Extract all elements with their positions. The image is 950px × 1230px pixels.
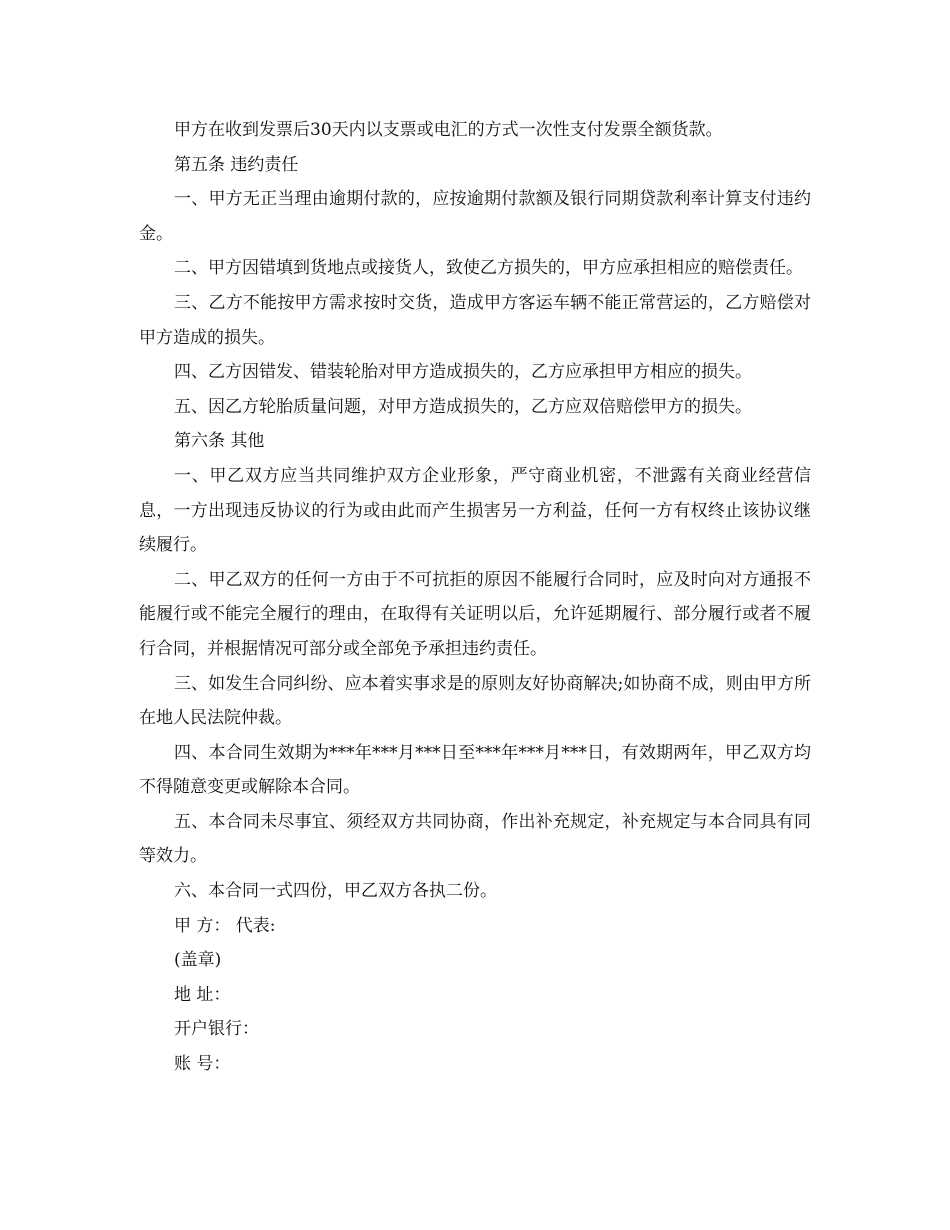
article-5-item-2: 二、甲方因错填到货地点或接货人，致使乙方损失的，甲方应承担相应的赔偿责任。 — [174, 258, 803, 279]
article-6-item-3: 三、如发生合同纠纷、应本着实事求是的原则友好协商解决;如协商不成，则由甲方所在地人民法院仲裁。 — [139, 673, 811, 729]
contract-body — [139, 113, 811, 1082]
signature-block — [139, 909, 811, 1082]
bank-label: 开户银行： — [174, 1019, 259, 1040]
article-5-heading: 第五条 违约责任 — [174, 154, 299, 175]
payment-clause: 甲方在收到发票后30天内以支票或电汇的方式一次性支付发票全额货款。 — [174, 120, 723, 140]
account-label: 账 号： — [174, 1054, 231, 1075]
article-5-item-3: 三、乙方不能按甲方需求按时交货，造成甲方客运车辆不能正常营运的，乙方赔偿对甲方造成的损失。 — [139, 292, 811, 348]
article-6-item-4: 四、本合同生效期为***年***月***日至***年***月***日，有效期两年，甲乙双方均不得随意变更或解除本合同。 — [139, 742, 811, 798]
article-6-heading: 第六条 其他 — [174, 431, 265, 452]
article-6-item-6: 六、本合同一式四份，甲乙双方各执二份。 — [174, 881, 497, 902]
article-5-item-1: 一、甲方无正当理由逾期付款的，应按逾期付款额及银行同期贷款利率计算支付违约金。 — [139, 189, 811, 244]
article-6-item-2: 二、甲乙双方的任何一方由于不可抗拒的原因不能履行合同时，应及时向对方通报不能履行或不能完全履行的理由，在取得有关证明以后，允许延期履行、部分履行或者不履行合同，并根据情况可部分或全部免予承担违约责任。 — [139, 569, 811, 659]
address-label: 地 址： — [174, 984, 231, 1005]
article-5-item-4: 四、乙方因错发、错装轮胎对甲方造成损失的，乙方应承担甲方相应的损失。 — [174, 362, 752, 383]
party-a-representative: 甲 方： 代表: — [174, 915, 276, 936]
article-5-item-5: 五、因乙方轮胎质量问题，对甲方造成损失的，乙方应双倍赔偿甲方的损失。 — [174, 396, 752, 417]
article-6-item-1: 一、甲乙双方应当共同维护双方企业形象，严守商业机密，不泄露有关商业经营信息，一方出现违反协议的行为或由此而产生损害另一方利益，任何一方有权终止该协议继续履行。 — [139, 465, 811, 556]
seal-label: (盖章) — [174, 950, 222, 971]
article-6-item-5: 五、本合同未尽事宜、须经双方共同协商，作出补充规定，补充规定与本合同具有同等效力。 — [139, 811, 811, 867]
